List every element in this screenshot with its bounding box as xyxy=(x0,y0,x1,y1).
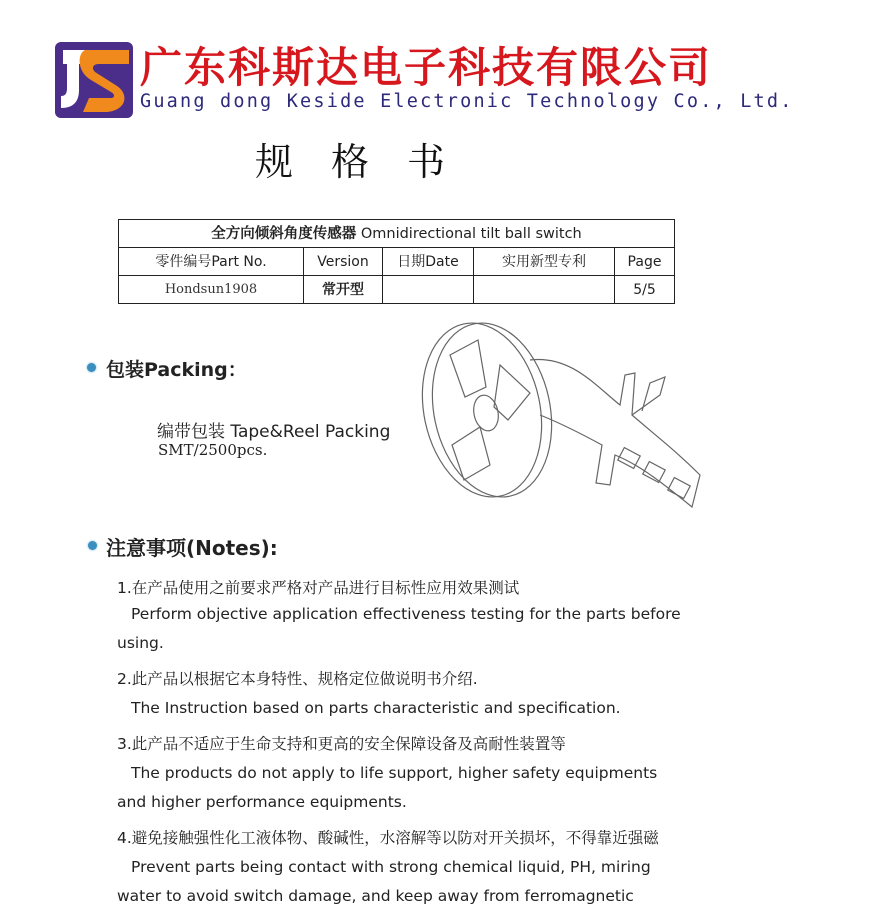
table-title-cell xyxy=(119,220,675,248)
note-4-cn: 4.避免接触强性化工液体物、酸碱性，水溶解等以防对开关损坏，不得靠近强磁 xyxy=(117,829,659,847)
note-4-en-cont: water to avoid switch damage, and keep away from ferromagnetic xyxy=(117,887,634,905)
packing-method: 编带包装 Tape&Reel Packing xyxy=(157,422,391,442)
company-name-en: Guang dong Keside Electronic Technology Co., Ltd. xyxy=(140,91,794,112)
company-name-cn: 广东科斯达电子科技有限公司 xyxy=(140,43,713,92)
table-header-row xyxy=(119,248,675,276)
ks-logo-icon xyxy=(55,42,133,118)
table-value-row xyxy=(119,276,675,304)
value-page: 5/5 xyxy=(615,276,675,304)
header-part-no: 零件编号Part No. xyxy=(119,248,304,276)
document-title: 规格书 xyxy=(255,140,484,184)
header-date: 日期Date xyxy=(383,248,474,276)
note-3-cn: 3.此产品不适应于生命支持和更高的安全保障设备及高耐性装置等 xyxy=(117,735,566,753)
note-1-en: Perform objective application effectiveness testing for the parts before xyxy=(131,605,681,623)
packing-bullet-icon xyxy=(87,363,96,372)
header-patent: 实用新型专利 xyxy=(474,248,615,276)
value-version: 常开型 xyxy=(304,276,383,304)
tape-reel-icon xyxy=(420,315,710,520)
note-1-en-cont: using. xyxy=(117,634,164,652)
header-version: Version xyxy=(304,248,383,276)
table-title-en: Omnidirectional tilt ball switch xyxy=(360,225,582,242)
value-part-no: Hondsun1908 xyxy=(119,276,304,304)
note-3-en: The products do not apply to life support, higher safety equipments xyxy=(131,764,658,782)
note-2-en: The Instruction based on parts characteristic and specification. xyxy=(131,699,621,717)
packing-quantity: SMT/2500pcs. xyxy=(158,441,268,459)
header-page: Page xyxy=(615,248,675,276)
table-title-row xyxy=(119,220,675,248)
spec-table xyxy=(118,219,675,304)
packing-heading: 包装Packing： xyxy=(106,359,247,381)
note-3-en-cont: and higher performance equipments. xyxy=(117,793,407,811)
table-title-cn: 全方向倾斜角度传感器 xyxy=(211,225,357,242)
value-date xyxy=(383,276,474,304)
notes-bullet-icon xyxy=(88,541,97,550)
note-2-cn: 2.此产品以根据它本身特性、规格定位做说明书介绍. xyxy=(117,670,478,688)
note-4-en: Prevent parts being contact with strong chemical liquid, PH, miring xyxy=(131,858,651,876)
value-patent xyxy=(474,276,615,304)
note-1-cn: 1.在产品使用之前要求严格对产品进行目标性应用效果测试 xyxy=(117,579,520,597)
notes-heading: 注意事项(Notes): xyxy=(106,536,278,560)
